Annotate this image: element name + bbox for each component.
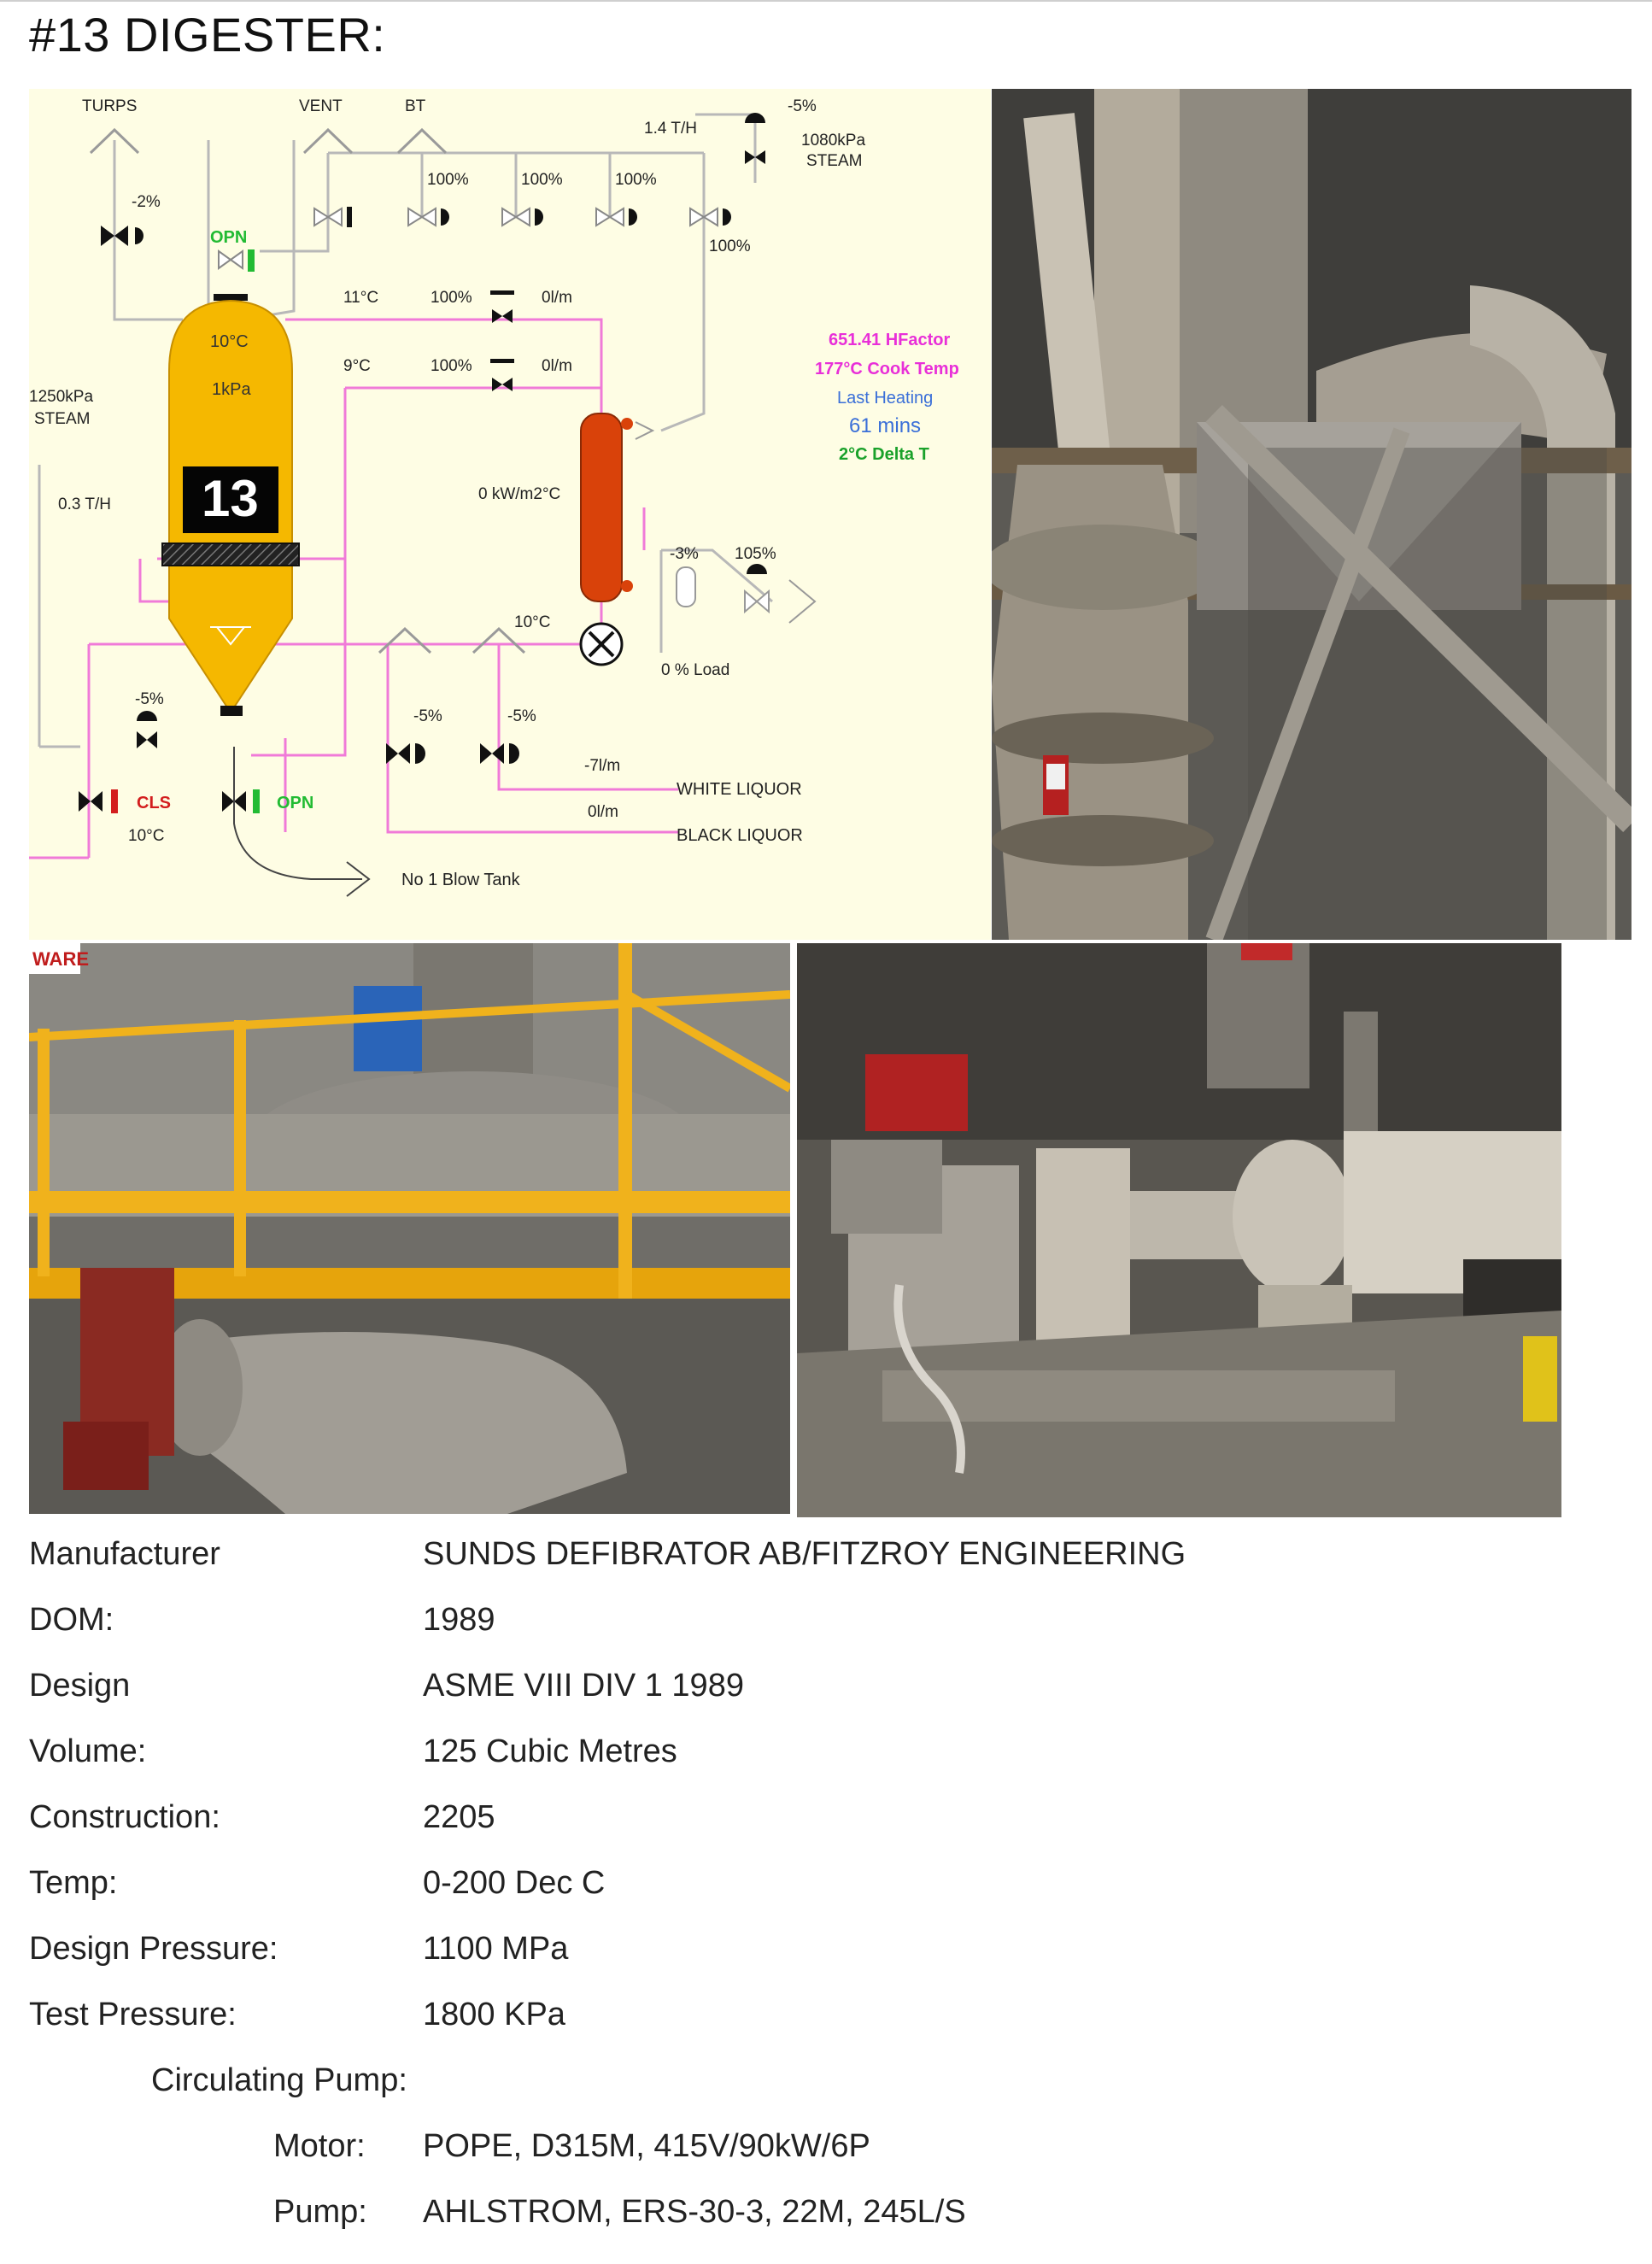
pump-outlet-valves	[677, 564, 815, 623]
spec-label-design: Design	[29, 1668, 131, 1704]
turps-valve-pct: -2%	[132, 193, 161, 211]
turps-label: TURPS	[82, 97, 138, 115]
steam-top-label: STEAM	[806, 152, 863, 170]
motor-label: Motor:	[273, 2128, 366, 2164]
vent-label: VENT	[299, 97, 343, 115]
motor-value: POPE, D315M, 415V/90kW/6P	[423, 2128, 870, 2164]
vent-valve	[219, 249, 255, 272]
pump-temp: 10°C	[514, 613, 551, 631]
spec-value-dom: 1989	[423, 1602, 495, 1638]
circulating-pump-heading: Circulating Pump:	[151, 2062, 407, 2098]
pump-valve-b: 105%	[735, 545, 776, 563]
line-upper-flow: 0l/m	[542, 289, 572, 307]
line-upper-temp: 11°C	[343, 289, 379, 307]
relief-valve-pct-4: 100%	[709, 238, 751, 255]
digester-vessel-photo	[992, 89, 1631, 940]
pump-value: AHLSTROM, ERS-30-3, 22M, 245L/S	[423, 2194, 966, 2230]
spec-label-test-pressure: Test Pressure:	[29, 1997, 237, 2032]
line-lower-flow: 0l/m	[542, 357, 572, 375]
pump-label: Pump:	[273, 2194, 367, 2230]
steam-top-valve: -5%	[788, 97, 817, 115]
spec-label-volume: Volume:	[29, 1733, 147, 1769]
spec-value-construction: 2205	[423, 1799, 495, 1835]
relief-valve-pct-2: 100%	[521, 171, 563, 189]
cook-temp-readout: 177°C Cook Temp	[815, 360, 959, 378]
steam-top-flow: 1.4 T/H	[644, 120, 697, 138]
delta-t-readout: 2°C Delta T	[839, 445, 929, 464]
steam-top-pressure: 1080kPa	[801, 132, 866, 150]
circulating-pump-icon	[581, 624, 622, 665]
exchanger-duty: 0 kW/m2°C	[478, 485, 561, 503]
steam-left-pressure: 1250kPa	[29, 388, 94, 406]
line-lower-valve: 100%	[431, 357, 472, 375]
spec-value-test-pressure: 1800 KPa	[423, 1997, 565, 2032]
last-heating-mins: 61 mins	[849, 414, 922, 437]
page-title: #13 DIGESTER:	[29, 8, 386, 62]
spec-label-dom: DOM:	[29, 1602, 114, 1638]
walkway-piping-photo	[29, 943, 790, 1514]
warning-sign-text: WARE	[32, 948, 89, 970]
cls-valve	[79, 789, 118, 813]
steam-left-label: STEAM	[34, 410, 91, 428]
white-liquor-flow: -7l/m	[584, 757, 621, 775]
relief-valve-pct-3: 100%	[615, 171, 657, 189]
spec-label-temp: Temp:	[29, 1865, 118, 1901]
spec-value-temp: 0-200 Dec C	[423, 1865, 606, 1901]
line-lower-temp: 9°C	[343, 357, 371, 375]
bottom-valve-mid-a-pct: -5%	[413, 707, 442, 725]
bottom-temp: 10°C	[128, 827, 165, 845]
white-liquor-label: WHITE LIQUOR	[677, 780, 802, 799]
hfactor-readout: 651.41 HFactor	[829, 331, 951, 349]
circulating-pump-photo	[797, 943, 1561, 1517]
steam-left-flow: 0.3 T/H	[58, 496, 111, 513]
vessel-number: 13	[202, 470, 259, 527]
spec-value-design-pressure: 1100 MPa	[423, 1931, 569, 1967]
turps-valve	[101, 226, 144, 246]
specification-table	[29, 1536, 1186, 2237]
spec-value-manufacturer: SUNDS DEFIBRATOR AB/FITZROY ENGINEERING	[423, 1536, 1186, 1572]
top-rule	[0, 0, 1652, 2]
bottom-valve-mid-b-pct: -5%	[507, 707, 536, 725]
bottom-valve-left-pct: -5%	[135, 690, 164, 708]
spec-label-design-pressure: Design Pressure:	[29, 1931, 278, 1967]
spec-label-construction: Construction:	[29, 1799, 220, 1835]
last-heating-label: Last Heating	[837, 389, 934, 408]
pump-valve-a: -3%	[670, 545, 699, 563]
heat-exchanger	[581, 414, 653, 601]
bt-label: BT	[405, 97, 426, 115]
digester-mimic-diagram	[29, 89, 991, 940]
opn-bottom-valve	[222, 789, 260, 813]
relief-valve-pct-1: 100%	[427, 171, 469, 189]
spec-value-design: ASME VIII DIV 1 1989	[423, 1668, 744, 1704]
vent-valve-state: OPN	[210, 228, 248, 247]
blow-tank-arrow	[234, 747, 369, 896]
vessel-pressure: 1kPa	[212, 380, 251, 399]
cls-state: CLS	[137, 794, 171, 812]
black-liquor-label: BLACK LIQUOR	[677, 826, 803, 845]
line-upper-valve-icon	[490, 290, 514, 323]
black-liquor-flow: 0l/m	[588, 803, 618, 821]
pump-load: 0 % Load	[661, 661, 730, 679]
blow-tank-label: No 1 Blow Tank	[401, 871, 520, 889]
spec-label-manufacturer: Manufacturer	[29, 1536, 220, 1572]
line-lower-valve-icon	[490, 359, 514, 391]
line-upper-valve: 100%	[431, 289, 472, 307]
vessel-temp: 10°C	[210, 332, 249, 351]
relief-valves	[314, 207, 731, 227]
opn-bottom-state: OPN	[277, 794, 314, 812]
spec-value-volume: 125 Cubic Metres	[423, 1733, 677, 1769]
